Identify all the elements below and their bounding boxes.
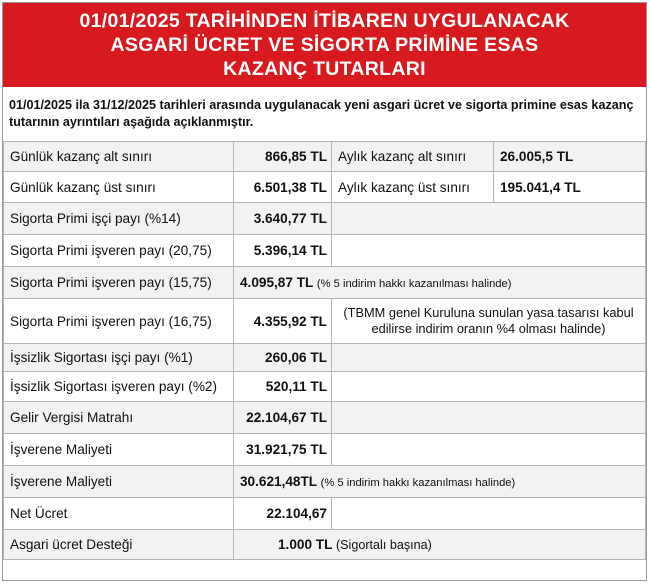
row-empty xyxy=(332,372,646,402)
table-row xyxy=(4,434,646,466)
row-label: Sigorta Primi işveren payı (16,75) xyxy=(4,299,234,344)
row-empty xyxy=(332,498,646,530)
row-empty xyxy=(332,344,646,372)
row-label: Asgari ücret Desteği xyxy=(4,530,234,560)
table-row xyxy=(4,203,646,235)
row-note: (Sigortalı başına) xyxy=(335,538,432,552)
row-value-with-note xyxy=(234,466,646,498)
row-value-with-note xyxy=(234,267,646,299)
table-row xyxy=(4,530,646,560)
table-row xyxy=(4,466,646,498)
table-row xyxy=(4,498,646,530)
row-note: (TBMM genel Kuruluna sunulan yasa tasarısı kabul edilirse indirim oranın %4 olması halinde) xyxy=(332,299,646,344)
row-label-2: Aylık kazanç üst sınırı xyxy=(332,172,494,203)
row-label: Sigorta Primi işçi payı (%14) xyxy=(4,203,234,235)
row-label: İşverene Maliyeti xyxy=(4,434,234,466)
row-value: 260,06 TL xyxy=(234,344,332,372)
row-value: 4.095,87 TL xyxy=(240,275,314,290)
row-value: 1.000 TL xyxy=(278,537,333,552)
row-value: 22.104,67 xyxy=(234,498,332,530)
title-banner xyxy=(3,3,646,87)
title-line-1: 01/01/2025 TARİHİNDEN İTİBAREN UYGULANACAK xyxy=(79,10,570,32)
row-value: 6.501,38 TL xyxy=(234,172,332,203)
row-empty xyxy=(332,235,646,267)
row-empty xyxy=(332,434,646,466)
row-value-2: 26.005,5 TL xyxy=(494,142,646,172)
row-empty xyxy=(332,402,646,434)
table-row xyxy=(4,172,646,203)
table-row xyxy=(4,299,646,344)
row-label: İşsizlik Sigortası işçi payı (%1) xyxy=(4,344,234,372)
row-label: İşsizlik Sigortası işveren payı (%2) xyxy=(4,372,234,402)
table-row xyxy=(4,402,646,434)
intro-text: 01/01/2025 ila 31/12/2025 tarihleri arasında uygulanacak yeni asgari ücret ve sigorta primine esas kazanç tutarının ayrıntıları aşağıda açıklanmıştır. xyxy=(9,98,634,129)
wage-table xyxy=(3,141,646,560)
row-label: Günlük kazanç üst sınırı xyxy=(4,172,234,203)
table-row xyxy=(4,235,646,267)
row-label: Net Ücret xyxy=(4,498,234,530)
info-card xyxy=(2,2,647,581)
row-value-2: 195.041,4 TL xyxy=(494,172,646,203)
row-label: Günlük kazanç alt sınırı xyxy=(4,142,234,172)
row-value: 866,85 TL xyxy=(234,142,332,172)
row-label: Gelir Vergisi Matrahı xyxy=(4,402,234,434)
row-note: (% 5 indirim hakkı kazanılması halinde) xyxy=(316,278,512,290)
row-empty xyxy=(332,203,646,235)
row-label: Sigorta Primi işveren payı (20,75) xyxy=(4,235,234,267)
table-row xyxy=(4,372,646,402)
row-value: 3.640,77 TL xyxy=(234,203,332,235)
title-line-2: ASGARİ ÜCRET VE SİGORTA PRİMİNE ESAS xyxy=(110,34,539,56)
row-value: 22.104,67 TL xyxy=(234,402,332,434)
table-row xyxy=(4,344,646,372)
row-value: 30.621,48TL xyxy=(240,474,317,489)
table-row xyxy=(4,267,646,299)
row-label: Sigorta Primi işveren payı (15,75) xyxy=(4,267,234,299)
table-row xyxy=(4,142,646,172)
title-line-3: KAZANÇ TUTARLARI xyxy=(223,58,426,80)
row-note: (% 5 indirim hakkı kazanılması halinde) xyxy=(320,477,516,489)
row-label-2: Aylık kazanç alt sınırı xyxy=(332,142,494,172)
row-value-with-note xyxy=(234,530,646,560)
row-value: 520,11 TL xyxy=(234,372,332,402)
row-label: İşverene Maliyeti xyxy=(4,466,234,498)
row-value: 31.921,75 TL xyxy=(234,434,332,466)
row-value: 5.396,14 TL xyxy=(234,235,332,267)
row-value: 4.355,92 TL xyxy=(234,299,332,344)
